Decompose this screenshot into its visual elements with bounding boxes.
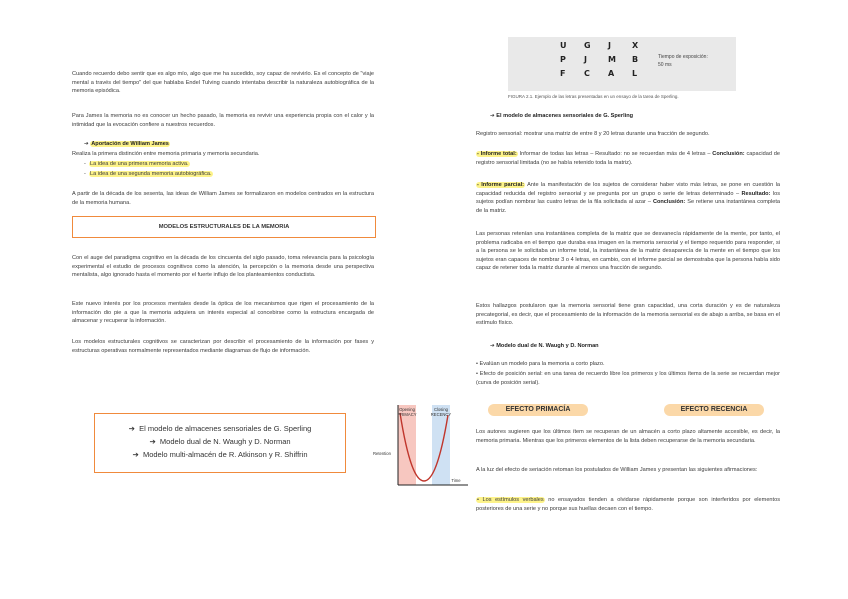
para-tulving: Cuando recuerdo debo sentir que es algo mío, algo que me ha sucedido, soy capaz de revivirlo. Es el concepto de "viaje mental a través del tiempo" del que hablaba Endel Tulving cuando intentaba describir la naturaleza autobiográfica de la memoria episódica.	[72, 71, 374, 95]
waugh-item-2: • Efecto de posición serial: en una tarea de recuerdo libre los primeros y los últimos ítems de la serie se recuerdan mejor (curva de posición serial).	[476, 371, 780, 386]
model-item-waugh: ➔ Modelo dual de N. Waugh y D. Norman	[149, 437, 291, 446]
letter: X	[632, 41, 639, 50]
para-sesenta: A partir de la década de los sesenta, las ideas de William James se formalizaron en modelos centrados en la estructura de la memoria humana.	[72, 191, 374, 206]
efecto-recencia: EFECTO RECENCIA	[664, 404, 764, 416]
letter: L	[632, 69, 638, 78]
letter: J	[608, 41, 611, 50]
recency-label: RECENCY	[430, 412, 452, 417]
models-box	[94, 413, 346, 473]
james-intro: Realiza la primera distinción entre memoria primaria y memoria secundaria.	[72, 151, 260, 157]
para-hallazgos: Estos hallazgos postularon que la memoria sensorial tiene gran capacidad, una corta duración y es de naturaleza precategorial, es decir, que el procesamiento de la información de la memoria sensorial es de abajo a arriba, se basa en el estímulo físico.	[476, 303, 780, 327]
arrow-icon: ➔	[149, 437, 156, 446]
letter: G	[584, 41, 591, 50]
sperling-heading: El modelo de almacenes sensoriales de G. Sperling	[496, 113, 634, 119]
letter: C	[584, 69, 590, 78]
serial-position-chart	[370, 403, 472, 489]
efecto-primacia: EFECTO PRIMACÍA	[488, 404, 588, 416]
model-item-atkinson: ➔ Modelo multi-almacén de R. Atkinson y R. Shiffrin	[132, 450, 308, 459]
para-luz: A la luz del efecto de seriación retoman los postulados de William James y presentan las siguientes afirmaciones:	[476, 467, 758, 473]
sperling-caption: FIGURA 2.1. Ejemplo de las letras presentadas en un ensayo de la tarea de Sperling.	[508, 94, 679, 99]
letter: A	[608, 69, 615, 78]
waugh-item-1: • Evalúan un modelo para la memoria a corto plazo.	[476, 361, 605, 367]
waugh-heading-row	[490, 342, 780, 351]
para-estructurales: Los modelos estructurales cognitivos se caracterizan por describir el procesamiento de la información por fases y estructuras operativas normalmente representados mediante diagramas de flujo de información.	[72, 339, 374, 354]
primacy-label: PRIMACY	[397, 412, 417, 417]
letter: U	[560, 41, 567, 50]
section-title-box	[72, 216, 376, 238]
para-autores: Los autores sugieren que los últimos ítem se recuperan de un almacén a corto plazo altamente accesible, es decir, la memoria primaria. Mientras que los primeros elementos de la lista deben recuperarse de la memoria secundaria.	[476, 429, 780, 444]
para-retienen: Las personas retenían una instantánea completa de la matriz que se desvanecía rápidamente de la mente, por tanto, el problema radicaba en el tiempo que duraba esa imagen en la memoria sensorial y el tiempo requerido para responder, si a la persona se le solicitaba un informe total, la instantánea de la matriz desaparecía de la mente en el tiempo que los sujetos eran capaces de nombrar 3 o 4 letras, en cambio, con el informe parcial se demostraba que la persona había sido capaz de retener toda la matriz durante al menos una fracción de segundo.	[476, 231, 780, 272]
james-heading: Aportación de William James	[91, 141, 169, 147]
y-axis-label: Retention	[373, 451, 391, 456]
registro-sensorial: Registro sensorial: mostrar una matriz de entre 8 y 20 letras durante una fracción de segundo.	[476, 131, 710, 137]
closing-label: Closing	[434, 407, 448, 412]
para-paradigma: Con el auge del paradigma cognitivo en la década de los cincuenta del siglo pasado, toma relevancia para la psicología experimental el estudio de procesos cognitivos como la atención, la percepción o la memoria desde una perspectiva mentalista, algo ignorado hasta el momento por el fuerte influjo de los planteamientos conductista.	[72, 255, 374, 279]
james-item-1: - La idea de una primera memoria activa.	[84, 161, 189, 167]
letter: J	[584, 55, 587, 64]
arrow-icon: ➔	[84, 141, 89, 147]
letter: P	[560, 55, 566, 64]
informe-parcial: - Informe parcial: Ante la manifestación de los sujetos de considerar haber visto más letras, se pone en cuestión la capacidad reducida del registro sensorial y se pregunta por un grupo o serie de letras determinado – Resultado: los sujetos podían nombrar las cuatro letras de la fila solicitada al azar – Conclusión: Se retiene una instantánea completa de la matriz.	[476, 182, 781, 214]
letter: M	[608, 55, 616, 64]
letter: B	[632, 55, 639, 64]
arrow-icon: ➔	[490, 343, 495, 349]
para-james: Para James la memoria no es conocer un hecho pasado, la memoria es revivir una experiencia propia con el calor y la intimidad que la evocación confiere a nuestros recuerdos.	[72, 113, 374, 128]
x-axis-label: Time	[451, 478, 461, 483]
waugh-heading: Modelo dual de N. Waugh y D. Norman	[496, 343, 599, 349]
sperling-heading-row	[490, 112, 780, 121]
james-heading-row	[84, 140, 374, 149]
arrow-icon: ➔	[490, 113, 495, 119]
arrow-icon: ➔	[132, 450, 139, 459]
arrow-icon: ➔	[128, 424, 135, 433]
models-list	[95, 422, 345, 461]
section-title: MODELOS ESTRUCTURALES DE LA MEMORIA	[158, 224, 290, 230]
informe-total: - Informe total: Informar de todas las letras – Resultado: no se recuerdan más de 4 letras – Conclusión: capacidad de registro sensorial limitada (no se había retenido toda la matriz).	[476, 151, 780, 166]
james-item-2: - La idea de una segunda memoria autobiográfica.	[84, 171, 212, 177]
opening-label: Opening	[399, 407, 415, 412]
sperling-figure	[508, 37, 736, 91]
model-item-sperling: ➔ El modelo de almacenes sensoriales de G. Sperling	[128, 424, 312, 433]
letter: F	[560, 69, 566, 78]
para-interes: Este nuevo interés por los procesos mentales desde la óptica de los mecanismos que rigen el procesamiento de la información dio pie a que la memoria adquiera un interés especial al concebirse como la estructura encargada de almacenar y recuperar la información.	[72, 301, 374, 325]
estimulos-verbales: • Los estímulos verbales no ensayados tienden a olvidarse rápidamente porque son interferidos por elementos posteriores de una serie y no porque sus huellas decaen con el tiempo.	[476, 497, 781, 512]
exposure-label: Tiempo de exposición:	[658, 54, 708, 60]
exposure-value: 50 ms	[658, 62, 672, 68]
